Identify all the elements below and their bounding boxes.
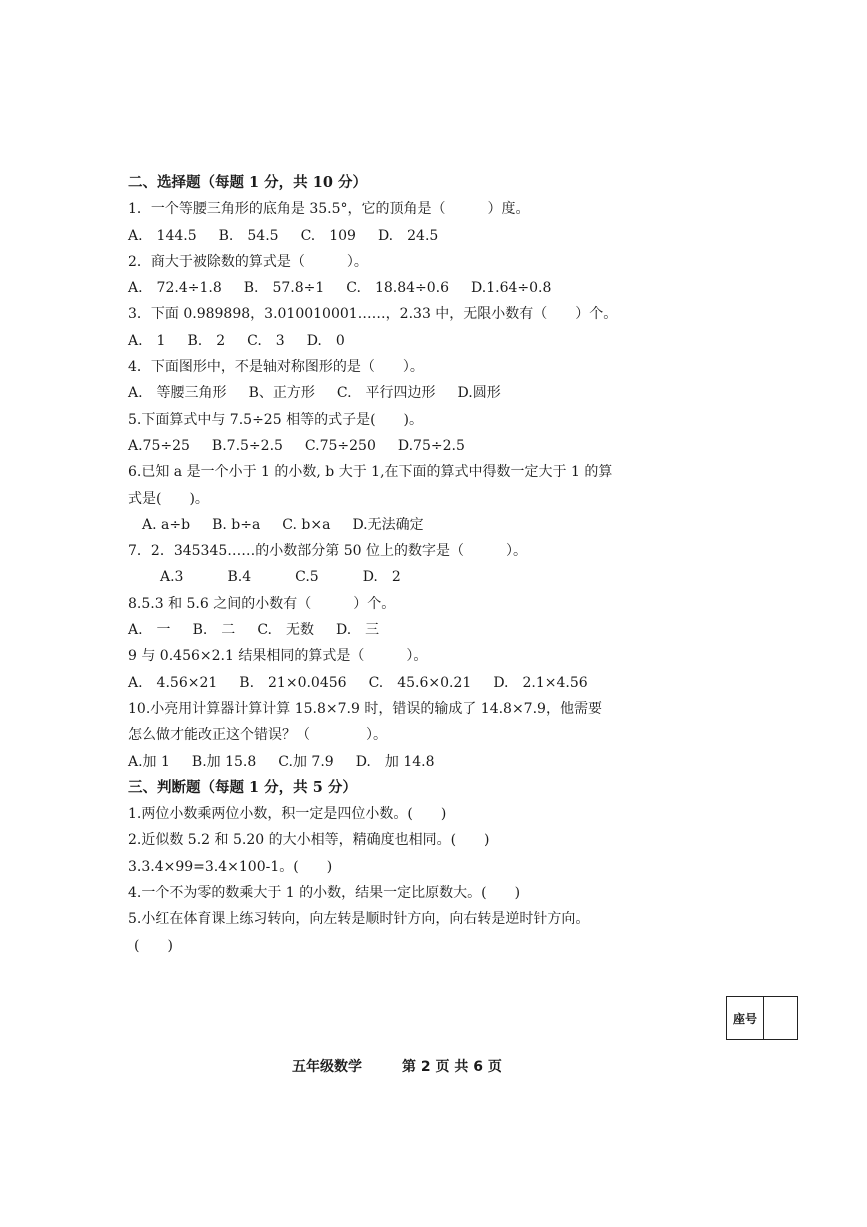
question-1: 1．一个等腰三角形的底角是 35.5°，它的顶角是（ ）度。: [128, 201, 530, 218]
option-c: C.加 7.9: [278, 753, 334, 770]
question-3-options: [128, 328, 748, 354]
option-c: C. 3: [247, 332, 285, 349]
judgment-item-5-answer: ( ): [134, 937, 173, 954]
option-c: C. 45.6×0.21: [368, 674, 472, 691]
question-10-line-2: 怎么做才能改正这个错误？（ ）。: [128, 727, 387, 744]
option-b: B. 57.8÷1: [243, 280, 325, 297]
option-d: D.1.64÷0.8: [471, 280, 552, 297]
option-d: D. 加 14.8: [355, 753, 435, 770]
footer-page-number: 第 2 页 共 6 页: [402, 1059, 502, 1075]
question-6-options: [128, 512, 748, 538]
option-c: C. b×a: [282, 516, 331, 533]
section-2-heading: 二、选择题（每题 1 分，共 10 分）: [128, 174, 367, 191]
option-b: B、正方形: [248, 385, 315, 402]
option-b: B. 2: [187, 332, 226, 349]
exam-content: [128, 170, 748, 959]
option-a: A. 一: [128, 622, 171, 639]
question-5-options: [128, 433, 748, 459]
question-4: 4．下面图形中，不是轴对称图形的是（ ）。: [128, 359, 424, 376]
option-b: B.加 15.8: [191, 753, 257, 770]
question-2: 2．商大于被除数的算式是（ ）。: [128, 253, 368, 270]
judgment-item-1: 1.两位小数乘两位小数，积一定是四位小数。( ): [128, 806, 447, 823]
option-d: D.圆形: [457, 385, 501, 402]
footer-subject: 五年级数学: [292, 1059, 362, 1075]
seat-number-field: [764, 997, 797, 1039]
option-a: A. 72.4÷1.8: [128, 280, 222, 297]
question-7: 7．2．345345……的小数部分第 50 位上的数字是（ ）。: [128, 543, 527, 560]
question-6-line-1: 6.已知 a 是一个小于 1 的小数, b 大于 1,在下面的算式中得数一定大于 1 的算: [128, 464, 613, 481]
question-5: 5.下面算式中与 7.5÷25 相等的式子是( )。: [128, 411, 423, 428]
question-8-options: [128, 617, 748, 643]
option-c: C.5: [295, 569, 319, 586]
option-a: A. 等腰三角形: [128, 385, 227, 402]
page-footer: [292, 1056, 502, 1076]
option-b: B. 54.5: [218, 227, 279, 244]
option-a: A.3: [160, 569, 184, 586]
option-d: D. 三: [335, 622, 380, 639]
question-1-options: [128, 223, 748, 249]
question-10-options: [128, 749, 748, 775]
option-a: A. 4.56×21: [128, 674, 218, 691]
option-c: C. 平行四边形: [336, 385, 436, 402]
question-4-options: [128, 380, 748, 406]
option-b: B.7.5÷2.5: [211, 437, 283, 454]
option-c: C.75÷250: [304, 437, 376, 454]
option-d: D. 2.1×4.56: [493, 674, 588, 691]
judgment-item-3: 3.3.4×99=3.4×100-1。( ): [128, 858, 333, 875]
option-a: A.加 1: [128, 753, 170, 770]
option-c: C. 109: [300, 227, 356, 244]
section-3-heading: 三、判断题（每题 1 分，共 5 分）: [128, 778, 357, 796]
seat-number-box: [726, 996, 798, 1040]
question-7-options: [128, 564, 748, 590]
option-b: B. b÷a: [212, 516, 261, 533]
option-b: B. 21×0.0456: [239, 674, 347, 691]
option-a: A. 1: [128, 332, 166, 349]
option-d: D. 2: [362, 569, 401, 586]
question-8: 8.5.3 和 5.6 之间的小数有（ ）个。: [128, 595, 396, 612]
option-a: A.75÷25: [128, 437, 190, 454]
question-9-options: [128, 670, 748, 696]
option-b: B.4: [227, 569, 252, 586]
option-d: D. 0: [306, 332, 345, 349]
seat-number-label: 座号: [727, 997, 764, 1039]
option-d: D.无法确定: [352, 516, 424, 533]
question-6-line-2: 式是( )。: [128, 490, 209, 507]
option-a: A. a÷b: [142, 516, 191, 533]
question-3: 3．下面 0.989898，3.010010001……，2.33 中，无限小数有（ ）个。: [128, 306, 618, 323]
question-2-options: [128, 275, 748, 301]
question-10-line-1: 10.小亮用计算器计算计算 15.8×7.9 时，错误的输成了 14.8×7.9，他需要: [128, 700, 602, 717]
option-c: C. 无数: [257, 622, 314, 639]
judgment-item-4: 4.一个不为零的数乘大于 1 的小数，结果一定比原数大。( ): [128, 885, 521, 902]
option-b: B. 二: [192, 622, 236, 639]
judgment-item-2: 2.近似数 5.2 和 5.20 的大小相等，精确度也相同。( ): [128, 832, 490, 849]
option-a: A. 144.5: [128, 227, 197, 244]
question-9: 9 与 0.456×2.1 结果相同的算式是（ ）。: [128, 648, 428, 665]
option-d: D.75÷2.5: [397, 437, 465, 454]
option-c: C. 18.84÷0.6: [346, 280, 450, 297]
judgment-item-5: 5.小红在体育课上练习转向，向左转是顺时针方向，向右转是逆时针方向。: [128, 911, 590, 928]
option-d: D. 24.5: [377, 227, 439, 244]
